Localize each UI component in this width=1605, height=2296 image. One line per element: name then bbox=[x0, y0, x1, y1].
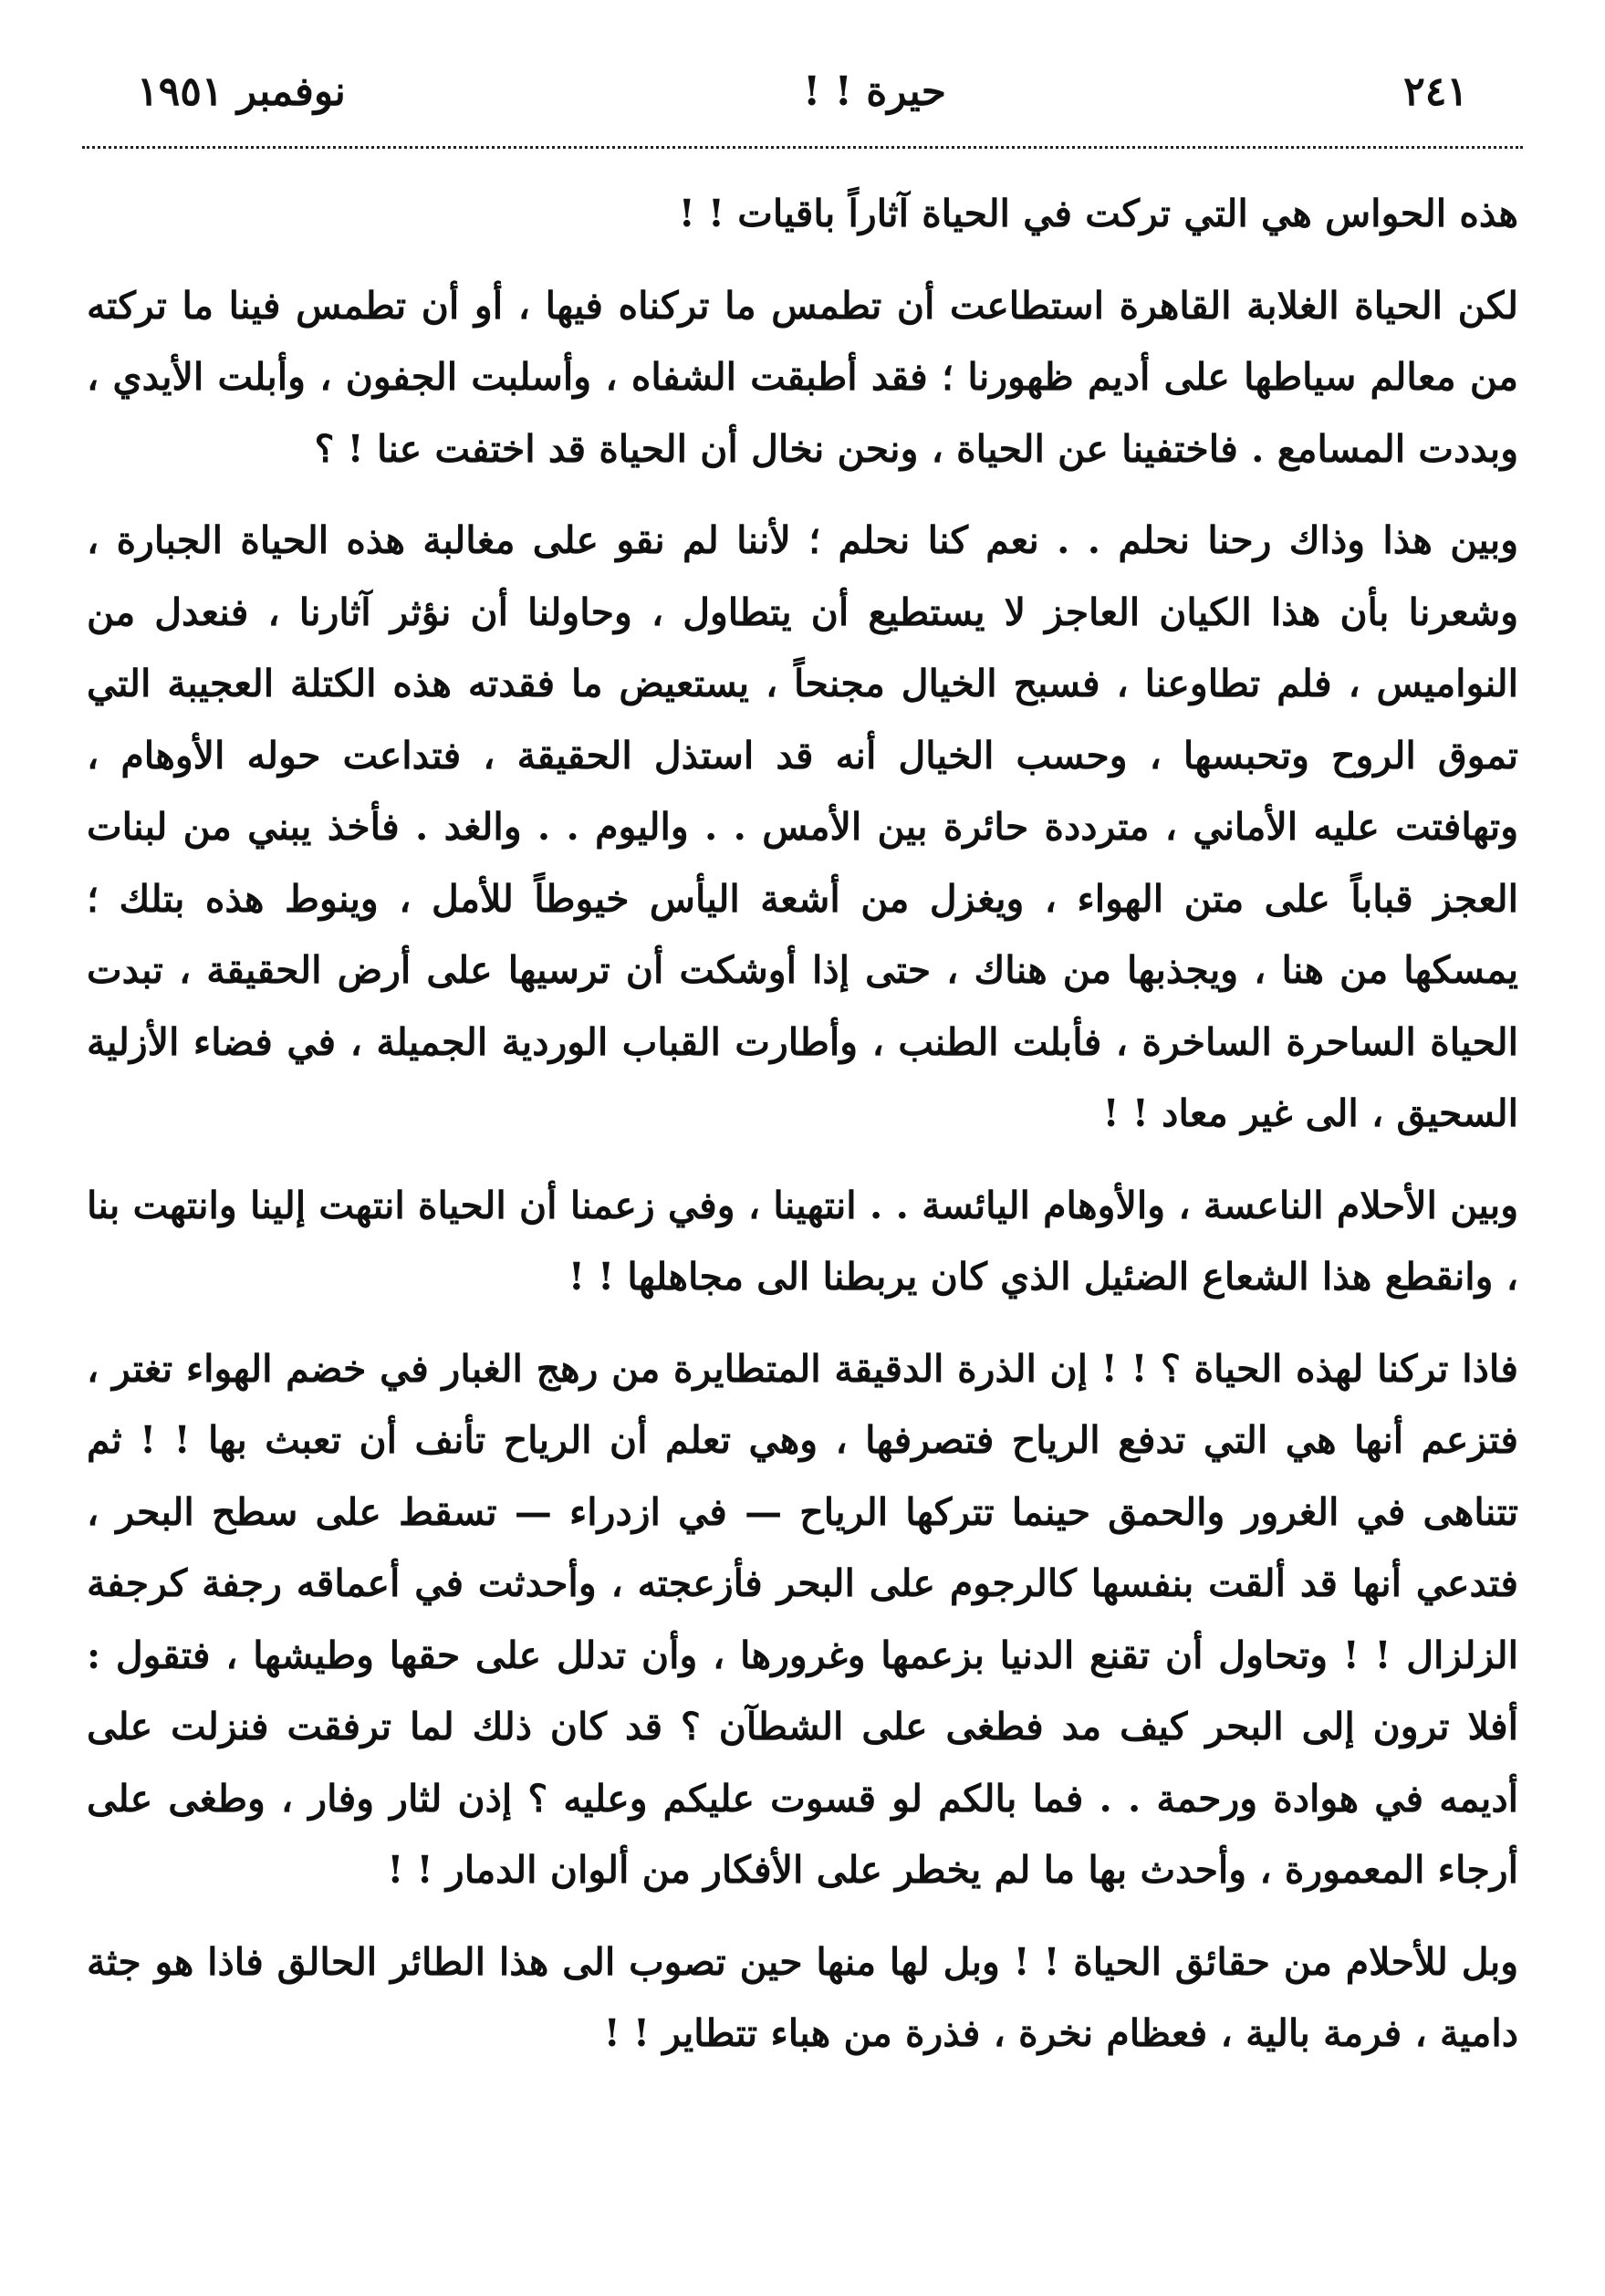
paragraph: وبل للأحلام من حقائق الحياة ! ! وبل لها منها حين تصوب الى هذا الطائر الحالق فاذا هو جثة دامية ، فرمة بالية ، فعظام نخرة ، فذرة من هباء تتطاير ! ! bbox=[87, 1939, 1518, 2055]
issue-date: نوفمبر ١٩٥١ bbox=[137, 68, 346, 115]
article-body bbox=[87, 178, 1518, 2090]
paragraph: وبين هذا وذاك رحنا نحلم . . نعم كنا نحلم ؛ لأننا لم نقو على مغالبة هذه الحياة الجبارة ، وشعرنا بأن هذا الكيان العاجز لا يستطيع أن يتطاول ، وحاولنا أن نؤثر آثارنا ، فنعدل من النواميس ، فلم تطاوعنا ، فسبح الخيال مجنحاً ، يستعيض ما فقدته هذه الكتلة العجيبة التي تموق الروح وتحبسها ، وحسب الخيال أنه قد استذل الحقيقة ، فتداعت حوله الأوهام ، وتهافتت عليه الأماني ، مترددة حائرة بين الأمس . . واليوم . . والغد . فأخذ يبني من لبنات العجز قباباً على متن الهواء ، ويغزل من أشعة اليأس خيوطاً للأمل ، وينوط هذه بتلك ؛ يمسكها من هنا ، ويجذبها من هناك ، حتى إذا أوشكت أن ترسيها على أرض الحقيقة ، تبدت الحياة الساحرة الساخرة ، فأبلت الطنب ، وأطارت القباب الوردية الجميلة ، في فضاء الأزلية السحيق ، الى غير معاد ! ! bbox=[87, 518, 1518, 1135]
paragraph: هذه الحواس هي التي تركت في الحياة آثاراً باقيات ! ! bbox=[678, 192, 1518, 235]
paragraph: فاذا تركنا لهذه الحياة ؟ ! ! إن الذرة الدقيقة المتطايرة من رهج الغبار في خضم الهواء تغتر ، فتزعم أنها هي التي تدفع الرياح فتصرفها ، وهي تعلم أن الرياح تأنف أن تعبث بها ! ! ثم تتناهى في الغرور والحمق حينما تتركها الرياح — في ازدراء — تسقط على سطح البحر ، فتدعي أنها قد ألقت بنفسها كالرجوم على البحر فأزعجته ، وأحدثت في أعماقه رجفة كرجفة الزلزال ! ! وتحاول أن تقنع الدنيا بزعمها وغرورها ، وأن تدلل على حقها وطيشها ، فتقول : أفلا ترون إلى البحر كيف مد فطغى على الشطآن ؟ قد كان ذلك لما ترفقت فنزلت على أديمه في هوادة ورحمة . . فما بالكم لو قسوت عليكم وعليه ؟ إذن لثار وفار ، وطغى على أرجاء المعمورة ، وأحدث بها ما لم يخطر على الأفكار من ألوان الدمار ! ! bbox=[87, 1346, 1518, 1892]
page-header bbox=[137, 55, 1468, 128]
page-number: ٢٤١ bbox=[1403, 68, 1468, 115]
paragraph: لكن الحياة الغلابة القاهرة استطاعت أن تطمس ما تركناه فيها ، أو أن تطمس فينا ما تركته من معالم سياطها على أديم ظهورنا ؛ فقد أطبقت الشفاه ، وأسلبت الجفون ، وأبلت الأيدي ، وبددت المسامع . فاختفينا عن الحياة ، ونحن نخال أن الحياة قد اختفت عنا ! ؟ bbox=[87, 283, 1518, 471]
article-title: حيرة ! ! bbox=[802, 68, 947, 115]
header-divider bbox=[82, 146, 1523, 149]
paragraph: وبين الأحلام الناعسة ، والأوهام اليائسة . . انتهينا ، وفي زعمنا أن الحياة انتهت إلينا وانتهت بنا ، وانقطع هذا الشعاع الضئيل الذي كان يربطنا الى مجاهلها ! ! bbox=[87, 1183, 1518, 1299]
